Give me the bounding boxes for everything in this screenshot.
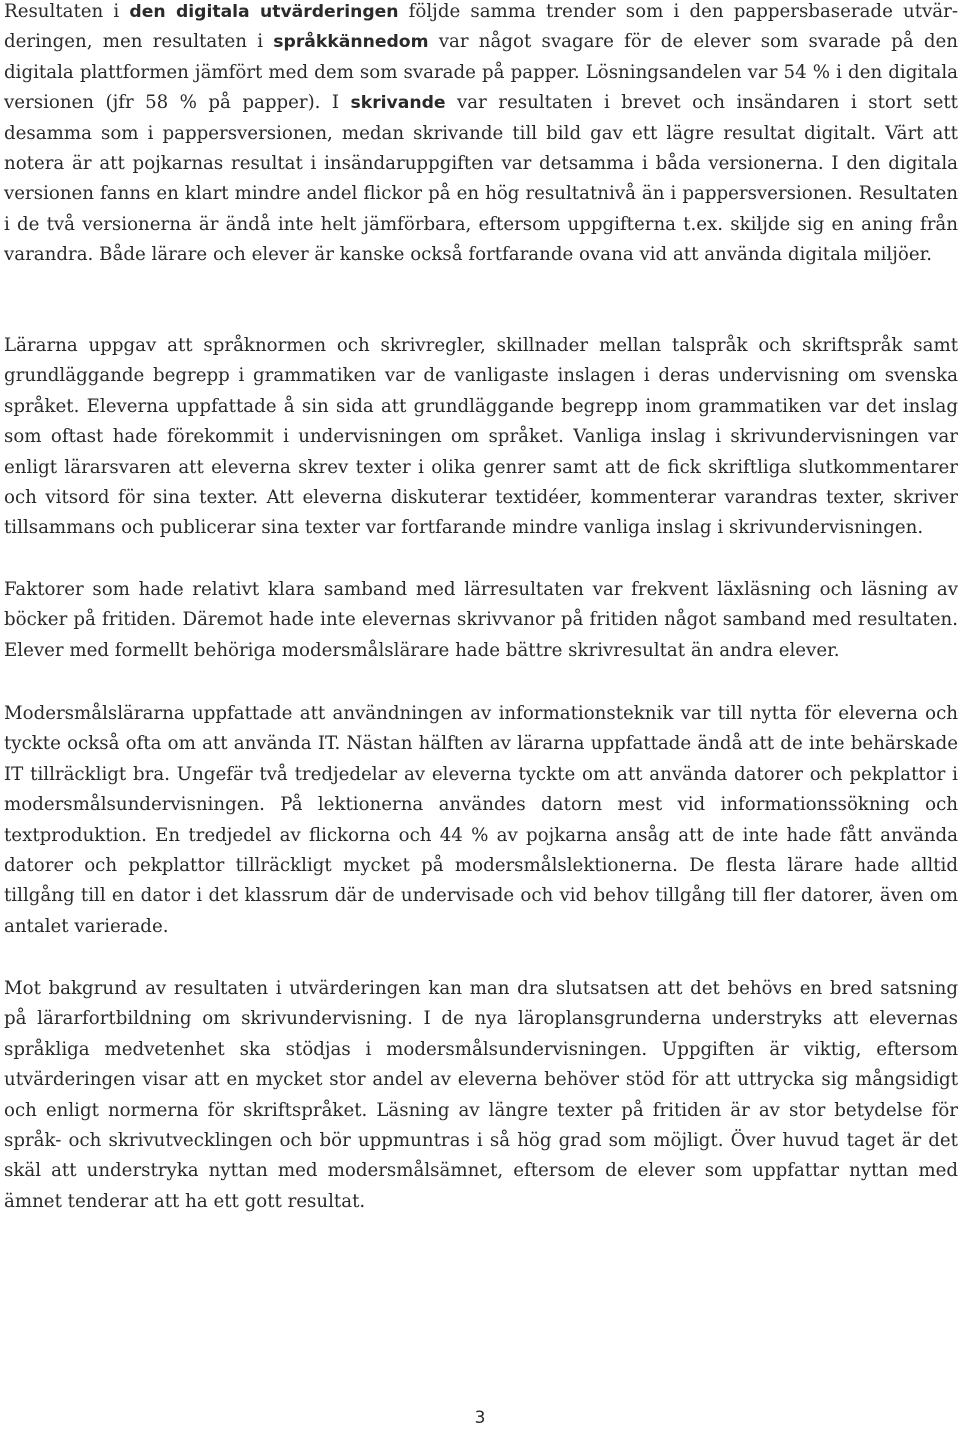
page-number: 3 bbox=[474, 1408, 486, 1428]
bold-term-digital-evaluation: den digitala utvärderingen bbox=[129, 2, 399, 22]
text-run: var något svagare för de elever som svarade på den digitala plattformen jämfört med dem som svarade på papper. Lösningsandelen var 54 % i den digitala versionen (jfr 58 % på papper). I bbox=[4, 31, 958, 114]
text-run: var resultaten i brevet och insändaren i stort sett desamma som i pappersversionen, medan skrivande till bild gav ett lägre resultat digitalt. Värt att notera är att pojkarnas resultat i insändaruppgiften var detsamma i båda versionerna. I den digitala versionen fanns en klart mindre andel flickor på en hög resultatnivå än i pappersversionen. Resultaten i de två versionerna är ändå inte helt jämförbara, eftersom uppgifterna t.ex. skiljde sig en aning från varandra. Både lärare och elever är kanske också fortfarande ovana vid att använda digitala miljöer. bbox=[4, 92, 958, 266]
paragraph-teachers-instruction: Lärarna uppgav att språknormen och skrivregler, skillnader mellan talspråk och skriftspråk samt grundläggande begrepp i grammatiken var de vanligaste inslagen i deras undervisning om svenska språket. Eleverna uppfattade å sin sida att grundläggande begrepp inom grammatiken var det inslag som oftast hade förekommit i undervisningen om språket. Vanliga inslag i skrivundervisningen var enligt lärarsvaren att eleverna skrev texter i olika genrer samt att de fick skriftliga slutkommentarer och vitsord för sina texter. Att eleverna diskuterar textidéer, kommenterar varandras texter, skriver tillsammans och publicerar sina texter var fortfarande mindre vanliga inslag i skrivundervisningen. bbox=[4, 335, 958, 539]
bold-term-language-knowledge: språkkännedom bbox=[273, 32, 429, 53]
paragraph-digital-evaluation bbox=[4, 0, 958, 271]
paragraph-information-technology: Modersmålslärarna uppfattade att användningen av informationsteknik var till nytta för eleverna och tyckte också ofta om att använda IT. Nästan hälften av lärarna uppfattade ändå att de inte behärskade IT tillräckligt bra. Ungefär två tredjedelar av eleverna tyckte om att använda datorer och pekplattor i modersmålsundervisningen. På lektionerna användes datorn mest vid informationssökning och textproduktion. En tredjedel av flickorna och 44 % av pojkarna ansåg att de inte hade fått använda datorer och pekplattor tillräckligt mycket på modersmålslektionerna. De flesta lärare hade alltid tillgång till en dator i det klassrum där de undervisade och vid behov tillgång till fler datorer, även om antalet varierade. bbox=[4, 703, 958, 937]
paragraph-conclusion: Mot bakgrund av resultaten i utvärderingen kan man dra slutsatsen att det behövs en bred satsning på lärarfortbildning om skrivundervisning. I de nya läroplansgrunderna understryks att elevernas språkliga medvetenhet ska stödjas i modersmålsundervisningen. Uppgiften är viktig, eftersom utvärderingen visar att en mycket stor andel av eleverna behöver stöd för att uttrycka sig mångsidigt och enligt normerna för skriftspråket. Läsning av längre texter på fritiden är av stor betydelse för språk- och skrivutvecklingen och bör uppmuntras i så hög grad som möjligt. Över huvud taget är det skäl att understryka nyttan med modersmålsämnet, eftersom de elever som uppfattar nyttan med ämnet tenderar att ha ett gott resultat. bbox=[4, 978, 958, 1212]
bold-term-writing: skrivande bbox=[350, 93, 446, 114]
paragraph-factors: Faktorer som hade relativt klara samband med lärresultaten var frekvent läxläsning och läsning av böcker på fritiden. Däremot hade inte elevernas skrivvanor på fritiden något samband med resultaten. Elever med formellt behöriga modersmålslärare hade bättre skrivresultat än andra elever. bbox=[4, 579, 958, 661]
text-run: följde samma trender som i den pappersbaserade utvärderingen, men resultaten i bbox=[4, 1, 958, 53]
text-run: Resultaten i bbox=[4, 1, 130, 22]
